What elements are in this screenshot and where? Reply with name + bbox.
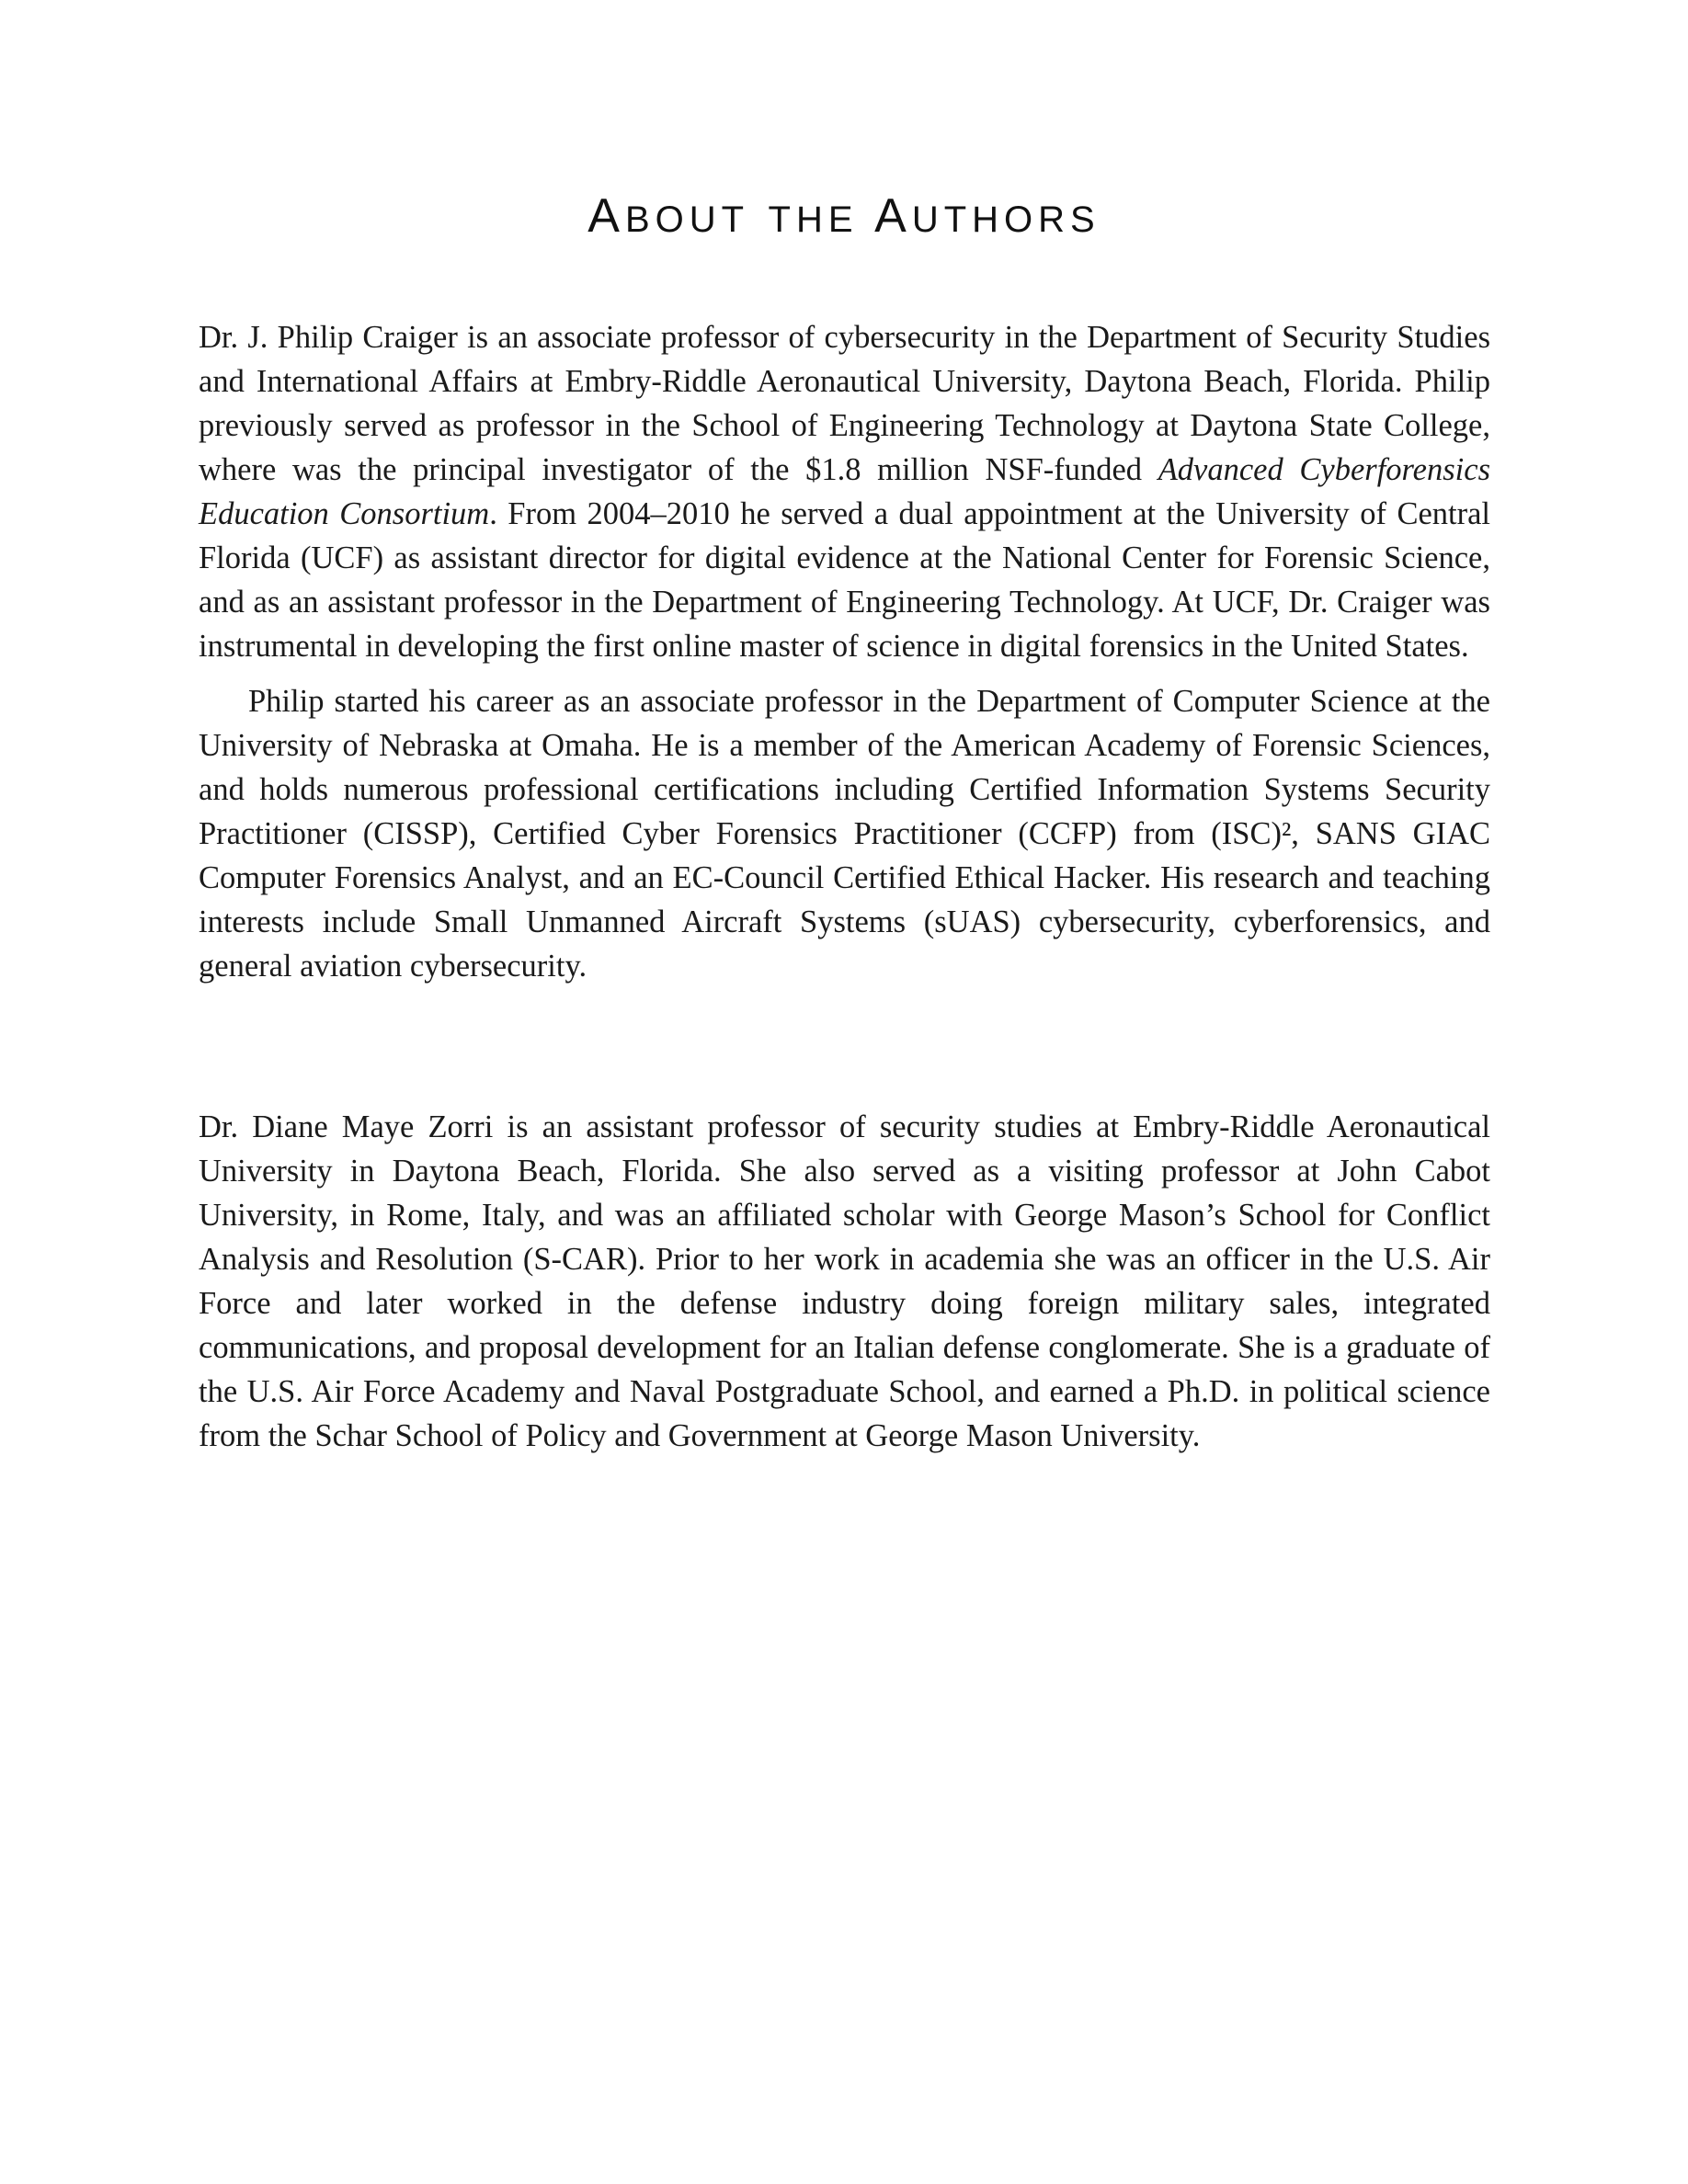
title-word-authors: UTHORS <box>911 199 1101 240</box>
bio-text: Dr. J. Philip Craiger is an associate professor of cybersecurity in the Department of Security Studies and International Affairs at Embry-Riddle Aeronautical University, Daytona Beach, Florida. Philip previously served as professor in the School of Engineering Technology at Daytona State College, where was the principal investigator of the $1.8 million NSF-funded <box>199 320 1490 487</box>
bio-paragraph: Philip started his career as an associate professor in the Department of Computer Science at the University of Nebraska at Omaha. He is a member of the American Academy of Forensic Sciences, and holds numerous professional certifications including Certified Information Systems Security Practitioner (CISSP), Certified Cyber Forensics Practitioner (CCFP) from (ISC)², SANS GIAC Computer Forensics Analyst, and an EC-Council Certified Ethical Hacker. His research and teaching interests include Small Unmanned Aircraft Systems (sUAS) cybersecurity, cyberforensics, and general aviation cybersecurity. <box>199 684 1490 984</box>
bio-paragraph: Dr. Diane Maye Zorri is an assistant professor of security studies at Embry-Riddle Aeronautical University in Daytona Beach, Florida. She also served as a visiting professor at John Cabot University, in Rome, Italy, and was an affiliated scholar with George Mason’s School for Conflict Analysis and Resolution (S-CAR). Prior to her work in academia she was an officer in the U.S. Air Force and later worked in the defense industry doing foreign military sales, integrated communications, and proposal development for an Italian defense conglomerate. She is a graduate of the U.S. Air Force Academy and Naval Postgraduate School, and earned a Ph.D. in political science from the Schar School of Policy and Government at George Mason University. <box>199 1109 1490 1453</box>
bio-text: . From 2004–2010 he served a dual appointment at the University of Central Florida (UCF) as assistant director for digital evidence at the National Center for Forensic Science, and as an assistant professor in the Department of Engineering Technology. At UCF, Dr. Craiger was instrumental in developing the first online master of science in digital forensics in the United States. <box>199 496 1490 664</box>
title-word-the: THE <box>768 199 859 240</box>
title-initial: A <box>874 189 912 243</box>
author-bio-zorri <box>199 1105 1490 1458</box>
program-name: Advanced Cyberforensics Education Consortium <box>199 452 1490 531</box>
title-word-about: BOUT <box>624 199 750 240</box>
bio-paragraph <box>199 315 1490 668</box>
author-bio-craiger <box>199 315 1490 988</box>
title-initial: A <box>587 189 625 243</box>
page-title <box>0 188 1688 244</box>
